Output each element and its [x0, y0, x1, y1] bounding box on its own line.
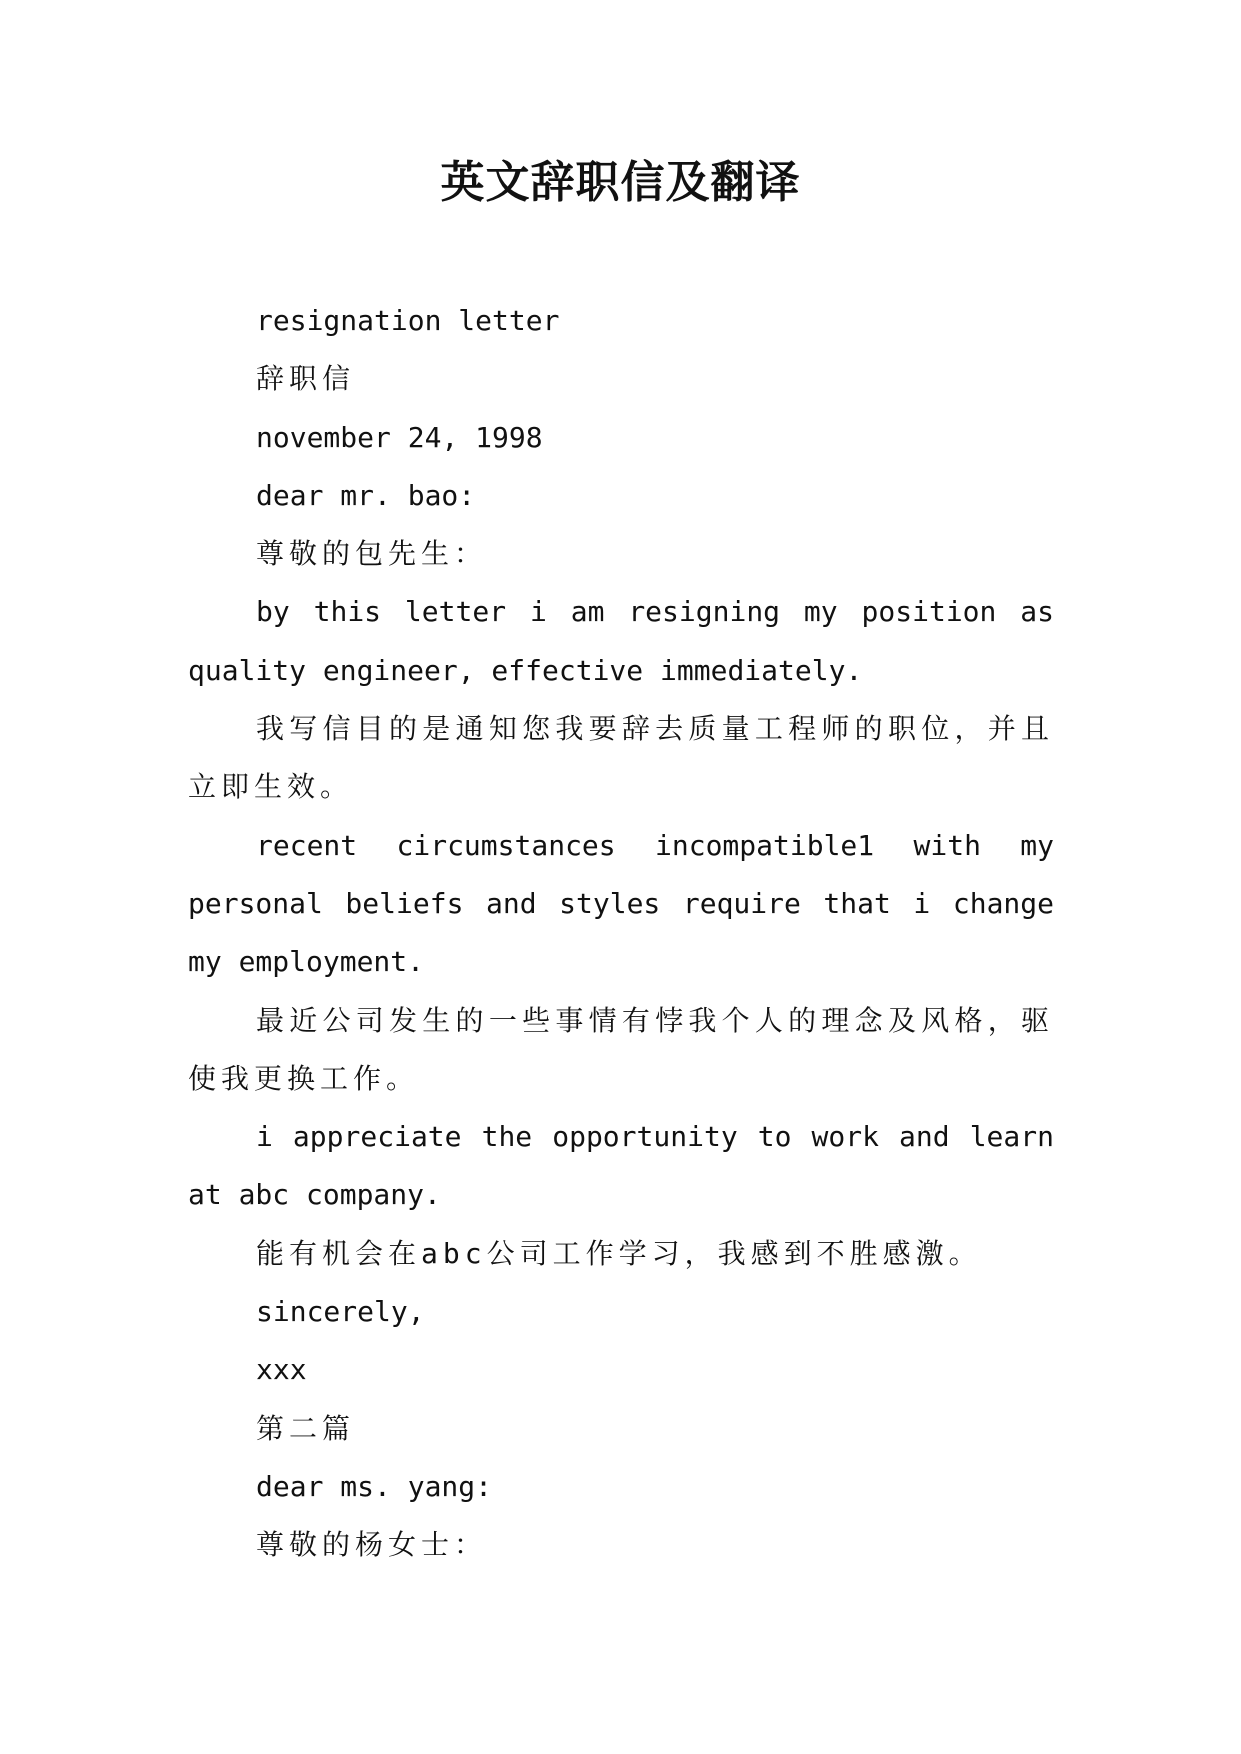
paragraph-body-cn-1: 我写信目的是通知您我要辞去质量工程师的职位，并且立即生效。: [188, 712, 1054, 804]
paragraph-salutation-en-2: dear ms. yang:: [256, 1469, 493, 1503]
document-title: 英文辞职信及翻译: [440, 157, 801, 208]
paragraph-section-heading: 第二篇: [256, 1411, 356, 1445]
paragraph-body-en-1: by this letter i am resigning my position as quality engineer, effective immediately.: [188, 595, 1054, 687]
paragraph-date: november 24, 1998: [256, 420, 543, 454]
paragraph-salutation-cn: 尊敬的包先生：: [256, 537, 488, 571]
paragraph-body-en-3: i appreciate the opportunity to work and learn at abc company.: [188, 1120, 1054, 1212]
paragraph-salutation-en: dear mr. bao:: [256, 478, 476, 512]
document-body: [188, 292, 1054, 1575]
paragraph-body-en-2: recent circumstances incompatible1 with my personal beliefs and styles require that i change my employment.: [188, 828, 1054, 979]
paragraph-signature: xxx: [256, 1353, 307, 1387]
paragraph-body-cn-3: 能有机会在abc公司工作学习，我感到不胜感激。: [256, 1236, 982, 1270]
paragraph-heading-en: resignation letter: [256, 304, 560, 337]
paragraph-heading-cn: 辞职信: [256, 362, 356, 396]
paragraph-body-cn-2: 最近公司发生的一些事情有悖我个人的理念及风格，驱使我更换工作。: [188, 1003, 1054, 1095]
paragraph-salutation-cn-2: 尊敬的杨女士：: [256, 1528, 488, 1562]
paragraph-closing: sincerely,: [256, 1295, 425, 1329]
